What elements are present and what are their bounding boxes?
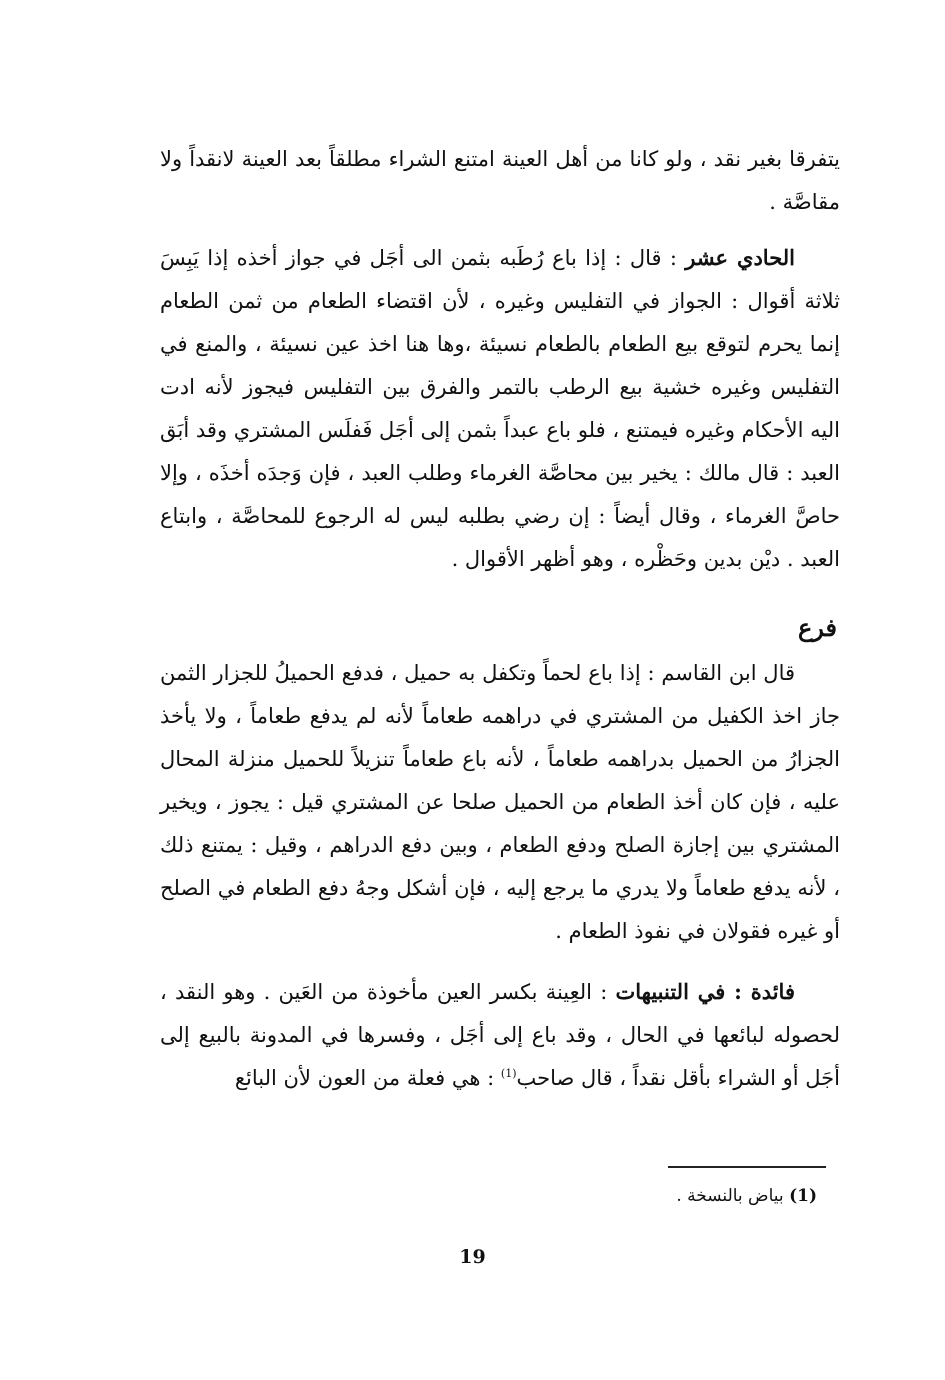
paragraph-lead: فائدة : في التنبيهات: [615, 979, 795, 1004]
paragraph-text-end: : هي فعلة من العون لأن البائع: [234, 1066, 501, 1090]
paragraph-eleventh: [160, 236, 840, 581]
page-number: 19: [459, 1246, 486, 1268]
footnote-divider: [668, 1166, 826, 1168]
footnote: [676, 1180, 817, 1212]
paragraph-lead: الحادي عشر: [685, 245, 795, 270]
paragraph-text: : العِينة بكسر العين مأخوذة من العَين . وهو النقد ، لحصوله لبائعها في الحال ، وقد باع إلى أجَل ، وفسرها في المدونة بالبيع إلى أجَل أو الشراء بأقل نقداً ، قال صاحب: [160, 980, 840, 1090]
footnote-reference: (1): [500, 1067, 517, 1080]
paragraph-text: : قال : إذا باع رُطَبه بثمن الى أجَل في جواز أخذه إذا يَبِسَ ثلاثة أقوال : الجواز في التفليس وغيره ، لأن اقتضاء الطعام من ثمن الطعام إنما يحرم لتوقع بيع الطعام بالطعام نسيئة ،وها هنا اخذ عين نسيئة ، والمنع في التفليس وغيره خشية بيع الرطب بالتمر والفرق بين التفليس فيجوز لأنه ادت اليه الأحكام وغيره فيمتنع ، فلو باع عبداً بثمن إلى أجَل فَفلَس المشتري وقد أبَق العبد : قال مالك : يخير بين محاصَّة الغرماء وطلب العبد ، فإن وَجدَه أخذَه ، وإلا حاصَّ الغرماء ، وقال أيضاً : إن رضي بطلبه ليس له الرجوع للمحاصَّة ، وابتاع العبد . ديْن بدين وحَظْره ، وهو أظهر الأقوال .: [160, 246, 840, 571]
footnote-text: بياض بالنسخة .: [676, 1186, 784, 1206]
paragraph-far: [160, 652, 840, 953]
section-heading: فرع: [797, 613, 837, 642]
paragraph-continuation: [160, 138, 840, 224]
paragraph-text: قال ابن القاسم : إذا باع لحماً وتكفل به حميل ، فدفع الحميلُ للجزار الثمن جاز اخذ الكفيل من المشتري في دراهمه طعاماً لأنه لم يدفع طعاماً ، ولا يأخذ الجزارُ من الحميل بدراهمه طعاماً ، لأنه باع طعاماً تنزيلاً للحميل منزلة المحال عليه ، فإن كان أخذ الطعام من الحميل صلحا عن المشتري قيل : يجوز ، ويخير المشتري بين إجازة الصلح ودفع الطعام ، وبين دفع الدراهم ، وقيل : يمتنع ذلك ، لأنه يدفع طعاماً ولا يدري ما يرجع إليه ، فإن أشكل وجهُ دفع الطعام في الصلح أو غيره فقولان في نفوذ الطعام .: [160, 661, 840, 943]
footnote-mark: (1): [789, 1186, 817, 1206]
paragraph-text: يتفرقا بغير نقد ، ولو كانا من أهل العينة امتنع الشراء مطلقاً بعد العينة لانقداً ولا مقاصَّة .: [160, 147, 840, 214]
paragraph-faida: [160, 970, 840, 1100]
